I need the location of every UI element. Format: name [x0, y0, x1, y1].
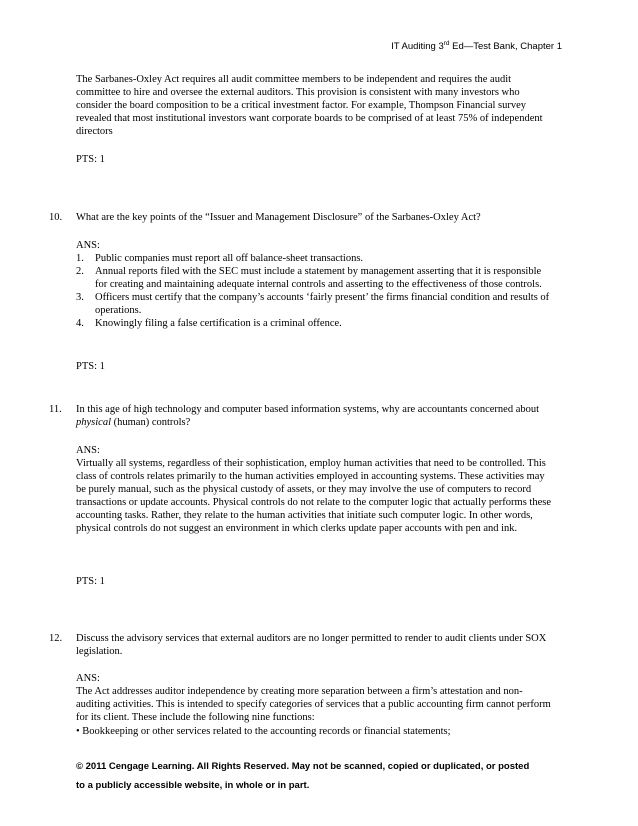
question-12: [49, 632, 554, 658]
list-item: 3. Officers must certify that the company’s accounts ‘fairly present’ the firms financial condition and results of operations.: [76, 292, 550, 316]
q11-answer: Virtually all systems, regardless of their sophistication, employ human activities that need to be controlled. This class of controls relates primarily to the human activities employed in accounting systems. These activities may be purely manual, such as the physical custody of assets, or they may involve the use of computers to record transactions or update accounts. Physical controls do not relate to the computer logic that actually performs these accounting tasks. Rather, they relate to the human activities that initiate such computer logic. In other words, physical controls do not suggest an environment in which clerks update paper accounts with pen and ink.: [76, 458, 551, 534]
q10-ans-label: ANS:: [76, 240, 100, 251]
q12-bullet: • Bookkeeping or other services related to the accounting records or financial statements;: [76, 726, 451, 737]
q11-pts: PTS: 1: [76, 576, 105, 587]
intro-answer: The Sarbanes-Oxley Act requires all audit committee members to be independent and requires the audit committee to hire and oversee the external auditors. This provision is consistent with many investors who consider the board composition to be a critical investment factor. For example, Thompson Financial survey revealed that most institutional investors want corporate boards to be comprised of at least 75% of independent directors: [76, 74, 543, 137]
list-item: 2. Annual reports filed with the SEC must include a statement by management asserting that it is responsible for creating and maintaining adequate internal controls and asserting to the effectiveness of those controls.: [76, 266, 542, 290]
intro-pts: PTS: 1: [76, 154, 105, 165]
question-number: 10.: [49, 212, 63, 223]
question-11: [49, 403, 554, 429]
q12-answer: The Act addresses auditor independence by creating more separation between a firm’s attestation and non-auditing activities. This is intended to specify categories of services that a public accounting firm cannot perform for its client. These include the following nine functions:: [76, 686, 551, 723]
q10-answer-list: [76, 252, 551, 330]
question-text: In this age of high technology and computer based information systems, why are accountants concerned about physical (human) controls?: [76, 404, 540, 428]
question-text: What are the key points of the “Issuer and Management Disclosure” of the Sarbanes-Oxley Act?: [76, 212, 481, 223]
question-10: [49, 211, 554, 224]
q12-ans-label: ANS:: [76, 673, 100, 684]
question-number: 11.: [49, 404, 62, 415]
list-item: 1. Public companies must report all off balance-sheet transactions.: [76, 253, 364, 264]
q11-ans-label: ANS:: [76, 445, 100, 456]
q10-pts: PTS: 1: [76, 361, 105, 372]
question-number: 12.: [49, 633, 63, 644]
copyright-footer: © 2011 Cengage Learning. All Rights Reserved. May not be scanned, copied or duplicated, or posted to a publicly accessible website, in whole or in part.: [76, 761, 530, 791]
question-text: Discuss the advisory services that external auditors are no longer permitted to render to audit clients under SOX legislation.: [76, 633, 547, 657]
list-item: 4. Knowingly filing a false certification is a criminal offence.: [76, 318, 342, 329]
page-header: IT Auditing 3rd Ed—Test Bank, Chapter 1: [391, 40, 562, 53]
